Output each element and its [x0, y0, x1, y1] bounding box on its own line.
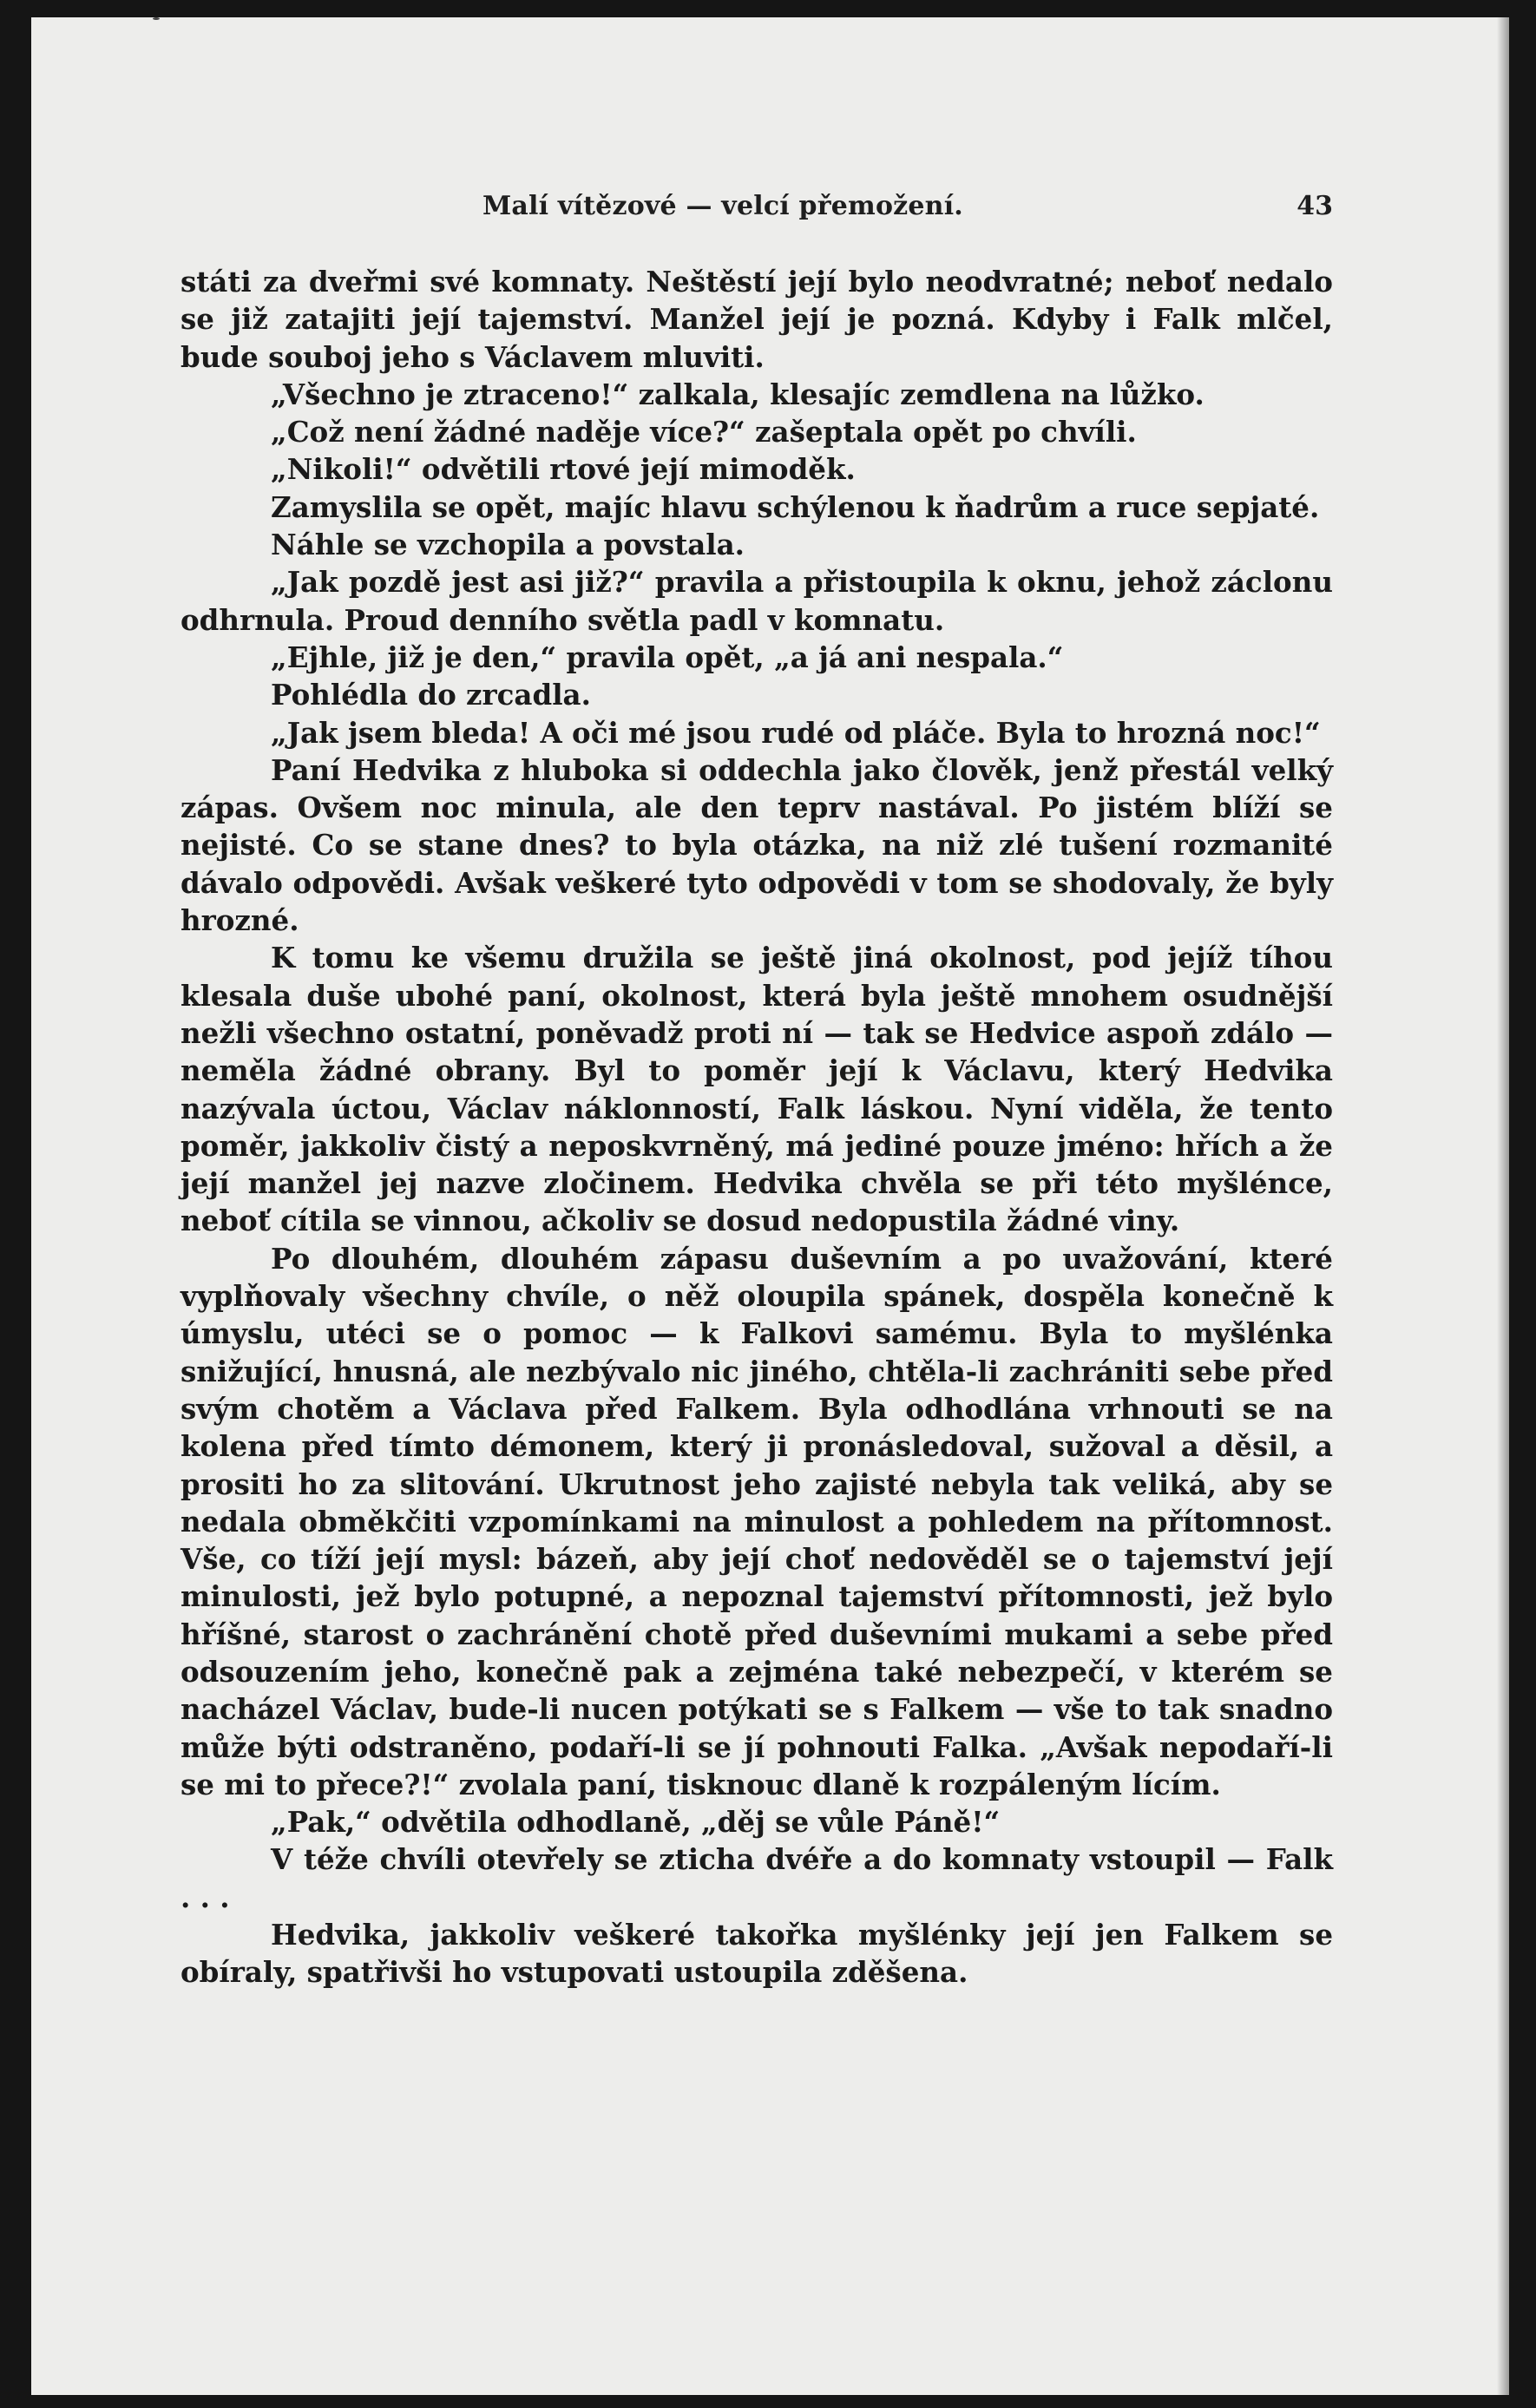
scan-speck — [153, 17, 160, 20]
running-title: Malí vítězové — velcí přemožení. — [482, 191, 963, 221]
paragraph: „Pak,“ odvětila odhodlaně, „děj se vůle Páně!“ — [271, 1805, 1001, 1840]
paragraph: Po dlouhém, dlouhém zápasu duševním a po uvažování, které vyplňovaly všechny chvíle, o něž oloupila spánek, dospěla konečně k úmyslu, utéci se o pomoc — k Falkovi samému. Byla to myšlénka snižující, hnusná, ale nezbývalo nic jiného, chtěla-li zachrániti sebe před svým chotěm a Václava před Falkem. Byla odhodlána vrhnouti se na kolena před tímto démonem, který ji pronásledoval, sužoval a děsil, a prositi ho za slitování. Ukrutnost jeho zajisté nebyla tak veliká, aby se nedala obměkčiti vzpomínkami na minulost a pohledem na přítomnost. Vše, co tíží její mysl: bázeň, aby její choť nedověděl se o tajemství její minulosti, jež bylo potupné, a nepoznal tajemství přítomnosti, jež bylo hříšné, starost o zachránění chotě před duševními mukami a sebe před odsouzením jeho, konečně pak a zejména také nebezpečí, v kterém se nacházel Václav, bude-li nucen potýkati se s Falkem — vše to tak snadno může býti odstraněno, podaří-li se jí pohnouti Falka. „Avšak nepodaří-li se mi to přece?!“ zvolala paní, tisknouc dlaně k rozpáleným lícím. — [181, 1241, 1333, 1801]
page-edge-shadow — [1497, 17, 1509, 2395]
page-number: 43 — [1296, 191, 1333, 221]
paragraph: Zamyslila se opět, majíc hlavu schýlenou k ňadrům a ruce sepjaté. — [271, 489, 1320, 524]
paragraph: V téže chvíli otevřely se zticha dvéře a do komnaty vstoupil — Falk . . . — [181, 1842, 1333, 1914]
paragraph: „Jak pozdě jest asi již?“ pravila a přistoupila k oknu, jehož záclonu odhrnula. Proud denního světla padl v komnatu. — [181, 565, 1333, 637]
paragraph: Náhle se vzchopila a povstala. — [271, 528, 745, 562]
book-page — [31, 17, 1509, 2395]
paragraph: K tomu ke všemu družila se ještě jiná okolnost, pod jejíž tíhou klesala duše ubohé paní, okolnost, která byla ještě mnohem osudnější nežli všechno ostatní, poněvadž proti ní — tak se Hedvice aspoň zdálo — neměla žádné obrany. Byl to poměr její k Václavu, který Hedvika nazývala úctou, Václav náklonností, Falk láskou. Nyní viděla, že tento poměr, jakkoliv čistý a neposkvrněný, má jediné pouze jméno: hřích a že její manžel jej nazve zločinem. Hedvika chvěla se při této myšlénce, neboť cítila se vinnou, ačkoliv se dosud nedopustila žádné viny. — [181, 941, 1333, 1238]
paragraph: státi za dveřmi své komnaty. Neštěstí její bylo neodvratné; neboť nedalo se již zatajiti její tajemství. Manžel její je pozná. Kdyby i Falk mlčel, bude souboj jeho s Václavem mluviti. — [181, 265, 1333, 374]
paragraph: Hedvika, jakkoliv veškeré takořka myšlénky její jen Falkem se obíraly, spatřivši ho vstupovati ustoupila zděšena. — [181, 1918, 1333, 1990]
paragraph: Pohlédla do zrcadla. — [271, 678, 591, 712]
body-text — [181, 263, 1333, 1991]
paragraph: „Ejhle, již je den,“ pravila opět, „a já ani nespala.“ — [271, 640, 1064, 674]
paragraph: „Všechno je ztraceno!“ zalkala, klesajíc zemdlena na lůžko. — [271, 377, 1205, 411]
paragraph: „Nikoli!“ odvětili rtové její mimoděk. — [271, 452, 856, 487]
page-header — [482, 191, 1333, 234]
paragraph: „Což není žádné naděje více?“ zašeptala opět po chvíli. — [271, 415, 1137, 449]
paragraph: „Jak jsem bleda! A oči mé jsou rudé od pláče. Byla to hrozná noc!“ — [271, 715, 1321, 750]
paragraph: Paní Hedvika z hluboka si oddechla jako člověk, jenž přestál velký zápas. Ovšem noc minula, ale den teprv nastával. Po jistém blíží se nejisté. Co se stane dnes? to byla otázka, na niž zlé tušení rozmanité dávalo odpovědi. Avšak veškeré tyto odpovědi v tom se shodovaly, že byly hrozné. — [181, 752, 1333, 938]
